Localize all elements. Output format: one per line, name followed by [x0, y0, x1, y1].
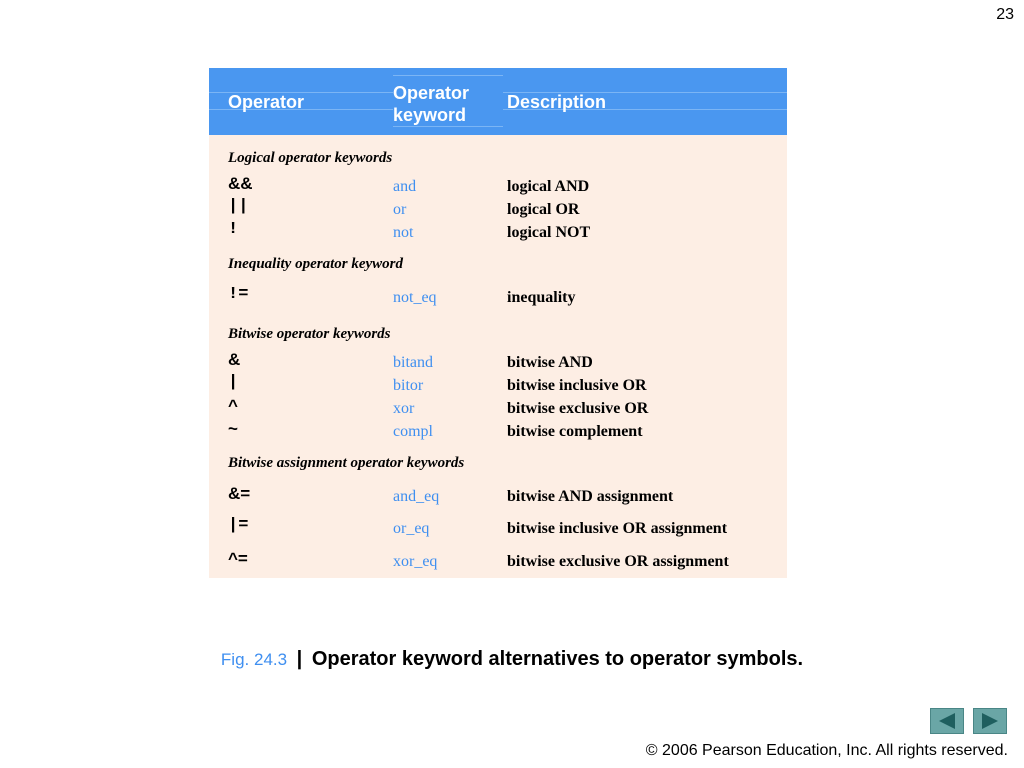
operator-keyword: and_eq — [393, 488, 440, 505]
operator-keyword: compl — [393, 423, 433, 440]
operator-keyword: not — [393, 224, 414, 241]
operator-keyword: not_eq — [393, 289, 437, 306]
header-keyword-line2: keyword — [393, 105, 467, 125]
header-operator: Operator — [228, 92, 305, 112]
header-description: Description — [507, 92, 607, 112]
header-operator-keyword — [393, 82, 469, 126]
table-row — [209, 516, 787, 542]
operator-symbol: &= — [228, 484, 251, 503]
operator-symbol: ^= — [228, 549, 248, 568]
table-row — [209, 220, 787, 246]
table-row — [209, 197, 787, 223]
header-keyword-line1: Operator — [393, 83, 470, 103]
table-header — [209, 68, 787, 135]
operator-symbol: || — [228, 197, 249, 216]
operator-description: inequality — [507, 289, 576, 306]
operator-symbol: ^ — [228, 396, 238, 415]
operator-keyword: or — [393, 201, 407, 218]
section-title: Bitwise operator keywords — [228, 326, 391, 342]
operator-description: bitwise inclusive OR assignment — [507, 520, 728, 537]
section-title: Bitwise assignment operator keywords — [228, 455, 465, 471]
table-row — [209, 174, 787, 200]
table-row — [209, 484, 787, 510]
operator-symbol: | — [228, 373, 239, 392]
operator-keyword: bitand — [393, 354, 433, 371]
operator-keyword: or_eq — [393, 520, 430, 537]
previous-slide-button[interactable] — [930, 708, 964, 734]
operator-description: logical OR — [507, 201, 580, 218]
operator-symbol: ! — [228, 220, 239, 239]
section-title: Logical operator keywords — [228, 150, 393, 166]
caption-separator: | — [296, 648, 303, 670]
operator-symbol: && — [228, 174, 253, 193]
operator-keyword: and — [393, 178, 417, 195]
table-row — [209, 373, 787, 399]
next-slide-button[interactable] — [973, 708, 1007, 734]
table-row — [209, 396, 787, 422]
page-number: 23 — [996, 6, 1014, 23]
triangle-right-icon — [978, 712, 1002, 730]
figure-label: Fig. 24.3 — [220, 650, 288, 669]
operator-description: logical NOT — [507, 224, 591, 241]
operator-symbol: |= — [228, 516, 249, 535]
caption-title: Operator keyword alternatives to operator symbols. — [311, 648, 804, 670]
header-divider — [393, 126, 503, 127]
copyright-notice: © 2006 Pearson Education, Inc. All rights reserved. — [645, 742, 1008, 759]
operator-description: bitwise exclusive OR assignment — [507, 553, 729, 570]
operator-description: bitwise complement — [507, 423, 643, 440]
operator-keyword: xor_eq — [393, 553, 438, 570]
triangle-left-icon — [935, 712, 959, 730]
operator-symbol: != — [228, 285, 249, 304]
table-row — [209, 285, 787, 311]
operator-description: logical AND — [507, 178, 590, 195]
operator-symbol: & — [228, 350, 241, 369]
operator-symbol: ~ — [228, 419, 238, 438]
operator-description: bitwise exclusive OR — [507, 400, 649, 417]
operator-keyword-table — [209, 68, 787, 578]
operator-description: bitwise AND — [507, 354, 593, 371]
table-row — [209, 549, 787, 575]
operator-description: bitwise AND assignment — [507, 488, 674, 505]
operator-description: bitwise inclusive OR — [507, 377, 647, 394]
header-divider — [393, 75, 503, 76]
table-row — [209, 419, 787, 445]
operator-keyword: bitor — [393, 377, 424, 394]
section-title: Inequality operator keyword — [228, 256, 403, 272]
figure-caption — [0, 648, 1024, 671]
table-row — [209, 350, 787, 376]
operator-keyword: xor — [393, 400, 415, 417]
